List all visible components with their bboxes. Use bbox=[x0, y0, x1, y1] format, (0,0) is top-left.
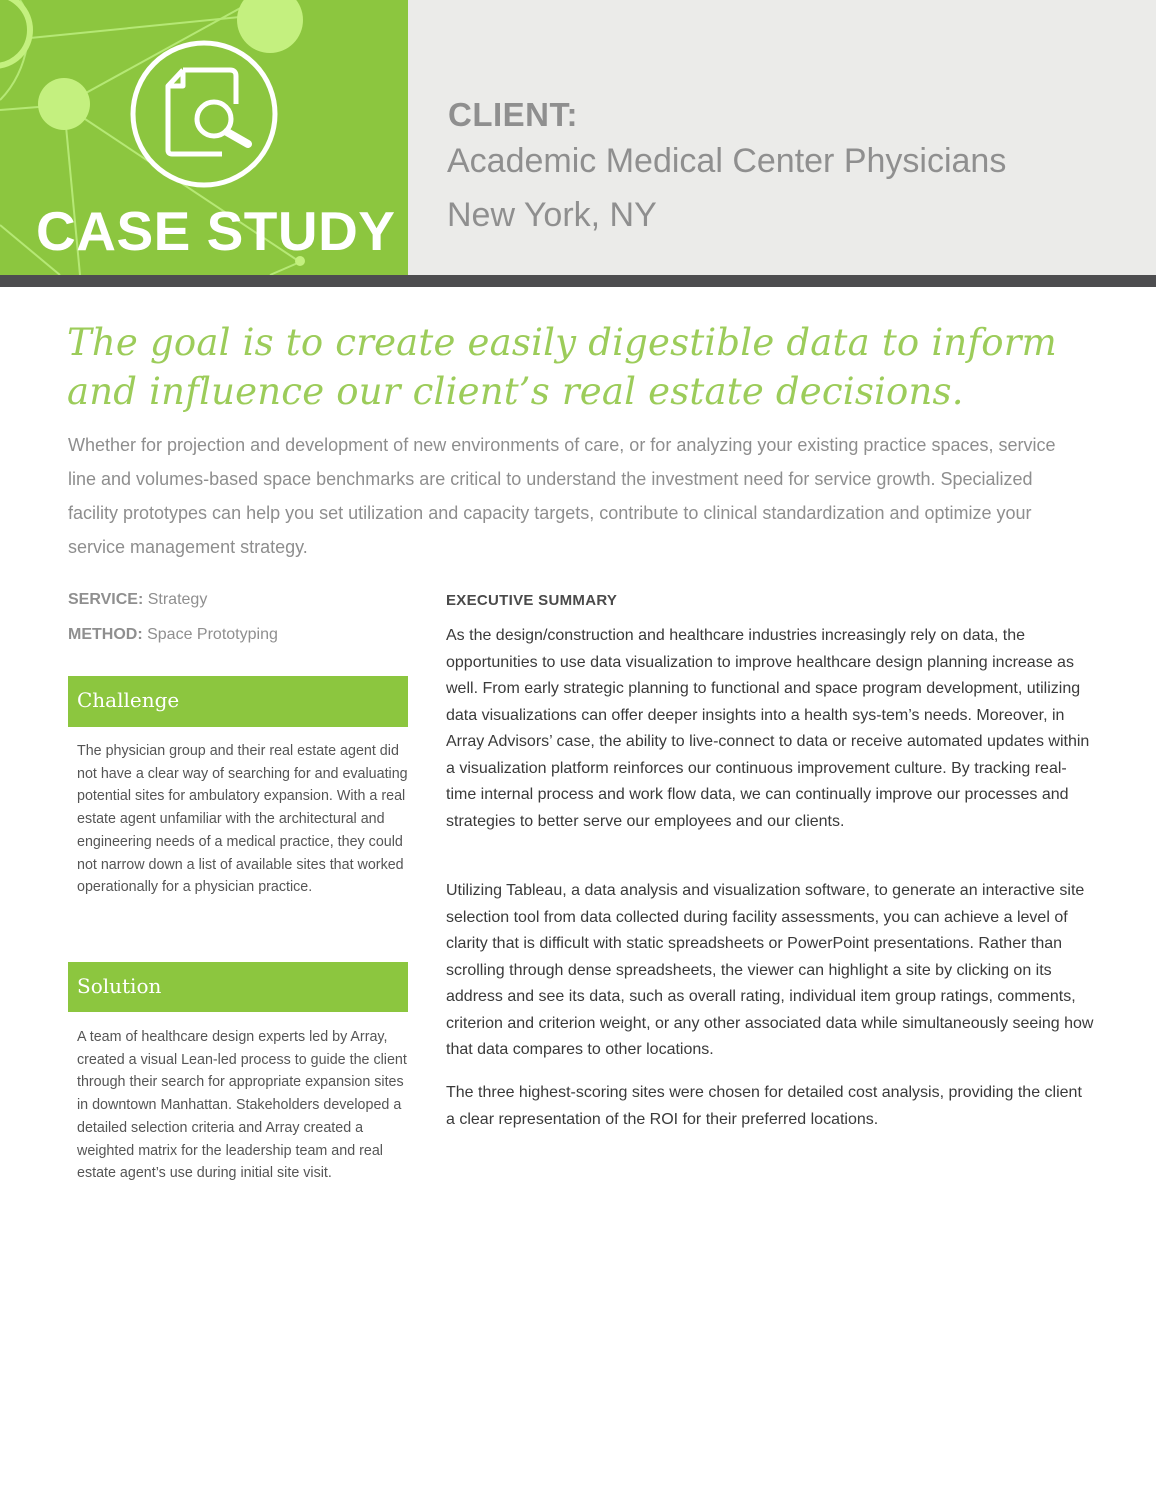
headline-line-2: and influence our client’s real estate decisions. bbox=[67, 370, 964, 413]
intro-paragraph: Whether for projection and development of new environments of care, or for analyzing your existing practice spaces, service line and volumes-based space benchmarks are critical to understand the investment need for service growth. Specialized facility prototypes can help you set utilization and capacity targets, contribute to clinical standardization and optimize your service management strategy. bbox=[68, 435, 1056, 557]
case-study-title: CASE STUDY bbox=[36, 200, 396, 262]
executive-summary-paragraph-2: Utilizing Tableau, a data analysis and visualization software, to generate an interactive site selection tool from data collected during facility assessments, you can achieve a level of clarity that is difficult with static spreadsheets or PowerPoint presentations. Rather than scrolling through dense spreadsheets, the viewer can highlight a site by clicking on its address and see its data, such as overall rating, individual item group ratings, comments, criterion and criterion weight, or any other associated data while simultaneously seeing how that data compares to other locations. bbox=[446, 882, 1094, 1058]
executive-summary-title: EXECUTIVE SUMMARY bbox=[446, 592, 618, 609]
client-location: New York, NY bbox=[447, 196, 657, 234]
headline-line-1: The goal is to create easily digestible data to inform bbox=[67, 321, 1057, 364]
client-name: Academic Medical Center Physicians bbox=[447, 142, 1007, 180]
client-label: CLIENT: bbox=[448, 96, 578, 133]
headline bbox=[67, 318, 1107, 416]
challenge-body: The physician group and their real estate agent did not have a clear way of searching for and evaluating potential sites for ambulatory expansion. With a real estate agent unfamiliar with the architectural and engineering needs of a medical practice, they could not narrow down a list of available sites that worked operationally for a physician practice. bbox=[77, 743, 408, 896]
executive-summary-paragraph-1: As the design/construction and healthcare industries increasingly rely on data, the opportunities to use data visualization to improve healthcare design planning increase as well. From early strategic planning to functional and space program development, utilizing data visualizations can offer deeper insights into a health sys-tem’s needs. Moreover, in Array Advisors’ case, the ability to live-connect to data or receive automated updates within a visualization platform reinforces our continuous improvement culture. By tracking real-time internal process and work flow data, we can continually improve our processes and strategies to better serve our employees and our clients. bbox=[446, 627, 1090, 830]
solution-title: Solution bbox=[77, 974, 162, 998]
solution-body: A team of healthcare design experts led by Array, created a visual Lean-led process to guide the client through their search for appropriate expansion sites in downtown Manhattan. Stakeholders developed a detailed selection criteria and Array created a weighted matrix for the leadership team and real estate agent’s use during initial site visit. bbox=[77, 1029, 407, 1182]
challenge-header bbox=[68, 676, 408, 727]
header-divider bbox=[0, 275, 1156, 287]
method-line bbox=[68, 626, 278, 644]
executive-summary-paragraph-3: The three highest-scoring sites were chosen for detailed cost analysis, providing the client a clear representation of the ROI for their preferred locations. bbox=[446, 1084, 1082, 1128]
service-line bbox=[68, 591, 207, 609]
method-value: Space Prototyping bbox=[147, 626, 278, 643]
method-label: METHOD: bbox=[68, 626, 143, 643]
client-panel bbox=[408, 0, 1156, 275]
case-study-hero bbox=[0, 0, 408, 275]
solution-header bbox=[68, 962, 408, 1012]
service-label: SERVICE: bbox=[68, 591, 144, 608]
document-search-icon bbox=[133, 43, 275, 185]
challenge-title: Challenge bbox=[77, 688, 180, 712]
service-value: Strategy bbox=[147, 591, 208, 608]
